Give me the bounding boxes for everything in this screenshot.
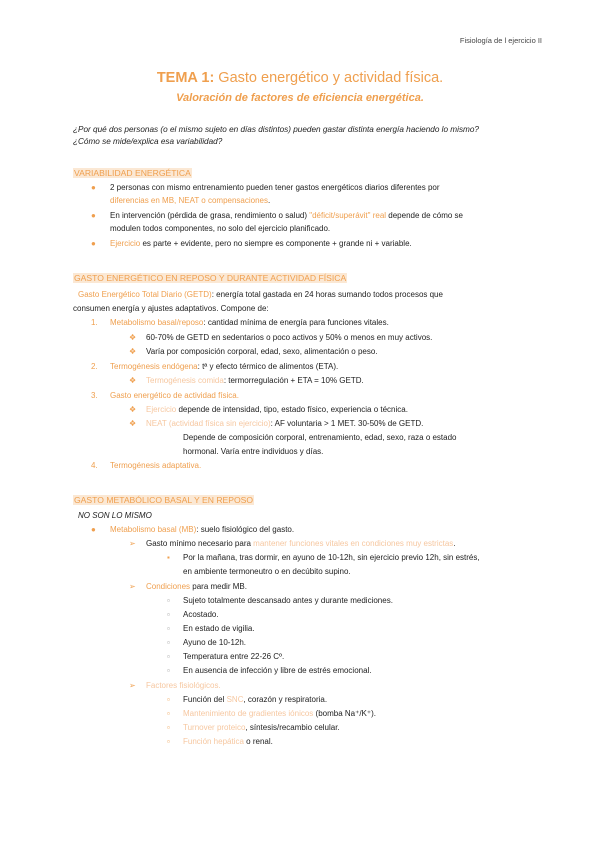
- square-outline-icon: ▫: [167, 652, 170, 661]
- bullet-dot-icon: ●: [91, 183, 96, 192]
- square-outline-icon: ▫: [167, 610, 170, 619]
- course-header: Fisiología de l ejercicio II: [459, 36, 542, 45]
- factor-2: Mantenimiento de gradientes iónicos (bomba Na⁺/K⁺).: [183, 709, 376, 718]
- title-text: Gasto energético y actividad física.: [214, 70, 444, 86]
- title-prefix: TEMA 1:: [156, 70, 215, 86]
- square-outline-icon: ▫: [167, 723, 170, 732]
- arrow-icon: ➢: [129, 539, 136, 548]
- cond-2: Acostado.: [183, 610, 219, 619]
- v-bullet-1b-highlight: diferencias en MB, NEAT o compensaciones: [110, 196, 269, 205]
- document-subtitle: Valoración de factores de eficiencia energética.: [176, 92, 424, 104]
- item-actividad: Gasto energético de actividad física.: [110, 391, 239, 400]
- square-outline-icon: ▫: [167, 666, 170, 675]
- detail-60-70: 60-70% de GETD en sedentarios o poco activos y 50% o menos en muy activos.: [146, 333, 433, 342]
- square-outline-icon: ▫: [167, 638, 170, 647]
- diamond-icon: ❖: [129, 405, 137, 414]
- arrow-icon: ➢: [129, 681, 136, 690]
- gasto-minimo: Gasto mínimo necesario para mantener funciones vitales en condiciones muy estrictas.: [146, 539, 456, 548]
- v-bullet-3: Ejercicio es parte + evidente, pero no siempre es componente + grande ni + variable.: [110, 239, 412, 248]
- num-2: 2.: [91, 362, 98, 371]
- item-termogenesis: Termogénesis endógena: tª y efecto térmico de alimentos (ETA).: [110, 362, 339, 371]
- square-outline-icon: ▫: [167, 695, 170, 704]
- neat-sub-1: Depende de composición corporal, entrenamiento, edad, sexo, raza o estado: [183, 433, 457, 442]
- item-metabolismo: Metabolismo basal/reposo: cantidad mínima de energía para funciones vitales.: [110, 318, 389, 327]
- section-heading-metabolico: GASTO METABÓLICO BASAL Y EN REPOSO: [74, 495, 254, 505]
- section-heading-gasto-energetico: GASTO ENERGÉTICO EN REPOSO Y DURANTE ACTIVIDAD FÍSICA: [74, 273, 347, 283]
- square-outline-icon: ▫: [167, 624, 170, 633]
- cond-4: Ayuno de 10-12h.: [183, 638, 247, 647]
- cond-3: En estado de vigilia.: [183, 624, 255, 633]
- bullet-dot-icon: ●: [91, 525, 96, 534]
- square-outline-icon: ▫: [167, 596, 170, 605]
- factores-fisiologicos: Factores fisiológicos.: [146, 681, 221, 690]
- no-son-lo-mismo: NO SON LO MISMO: [78, 511, 152, 520]
- factor-3: Turnover proteico, síntesis/recambio celular.: [183, 723, 340, 732]
- num-1: 1.: [91, 318, 98, 327]
- gasto-minimo-sub-2: en ambiente termoneutro o en decúbito supino.: [183, 567, 351, 576]
- square-outline-icon: ▫: [167, 709, 170, 718]
- num-4: 4.: [91, 461, 98, 470]
- gasto-minimo-sub-1: Por la mañana, tras dormir, en ayuno de 10-12h, sin ejercicio previo 12h, sin estrés,: [183, 553, 480, 562]
- diamond-icon: ❖: [129, 333, 137, 342]
- diamond-icon: ❖: [129, 419, 137, 428]
- detail-neat: NEAT (actividad física sin ejercicio): AF voluntaria > 1 MET. 30-50% de GETD.: [146, 419, 424, 428]
- diamond-icon: ❖: [129, 347, 137, 356]
- diamond-icon: ❖: [129, 376, 137, 385]
- bullet-dot-icon: ●: [91, 239, 96, 248]
- condiciones: Condiciones para medir MB.: [146, 582, 247, 591]
- section-heading-variabilidad: VARIABILIDAD ENERGÉTICA: [74, 168, 191, 178]
- getd-def-2: consumen energía y ajustes adaptativos. Compone de:: [73, 304, 269, 313]
- cond-5: Temperatura entre 22-26 Cº.: [183, 652, 285, 661]
- factor-4: Función hepática o renal.: [183, 737, 273, 746]
- item-termo-adaptativa: Termogénesis adaptativa.: [110, 461, 202, 470]
- neat-sub-2: hormonal. Varía entre individuos y días.: [183, 447, 324, 456]
- cond-6: En ausencia de infección y libre de estrés emocional.: [183, 666, 372, 675]
- mb-def: Metabolismo basal (MB): suelo fisiológico del gasto.: [110, 525, 295, 534]
- v-bullet-2a: En intervención (pérdida de grasa, rendimiento o salud) "déficit/superávit" real depende de cómo se: [110, 211, 464, 220]
- square-bullet-icon: ▪: [167, 553, 170, 562]
- getd-def-1: Gasto Energético Total Diario (GETD): energía total gastada en 24 horas sumando todos procesos que: [78, 290, 443, 299]
- arrow-icon: ➢: [129, 582, 136, 591]
- num-3: 3.: [91, 391, 98, 400]
- document-title: [0, 70, 600, 86]
- detail-varia: Varía por composición corporal, edad, sexo, alimentación o peso.: [146, 347, 378, 356]
- question-2: ¿Cómo se mide/explica esa variabilidad?: [73, 137, 223, 146]
- bullet-dot-icon: ●: [91, 211, 96, 220]
- question-1: ¿Por qué dos personas (o el mismo sujeto en días distintos) pueden gastar distinta energía haciendo lo mismo?: [73, 125, 479, 134]
- cond-1: Sujeto totalmente descansado antes y durante mediciones.: [183, 596, 393, 605]
- detail-ejercicio: Ejercicio depende de intensidad, tipo, estado físico, experiencia o técnica.: [146, 405, 408, 414]
- detail-termo-comida: Termogénesis comida: termorregulación + ETA = 10% GETD.: [146, 376, 364, 385]
- square-outline-icon: ▫: [167, 737, 170, 746]
- factor-1: Función del SNC, corazón y respiratoria.: [183, 695, 328, 704]
- v-bullet-1a: 2 personas con mismo entrenamiento pueden tener gastos energéticos diarios diferentes por: [110, 183, 440, 192]
- v-bullet-1b: diferencias en MB, NEAT o compensaciones.: [110, 196, 271, 205]
- v-bullet-2b: modulen todos componentes, no solo del ejercicio planificado.: [110, 224, 331, 233]
